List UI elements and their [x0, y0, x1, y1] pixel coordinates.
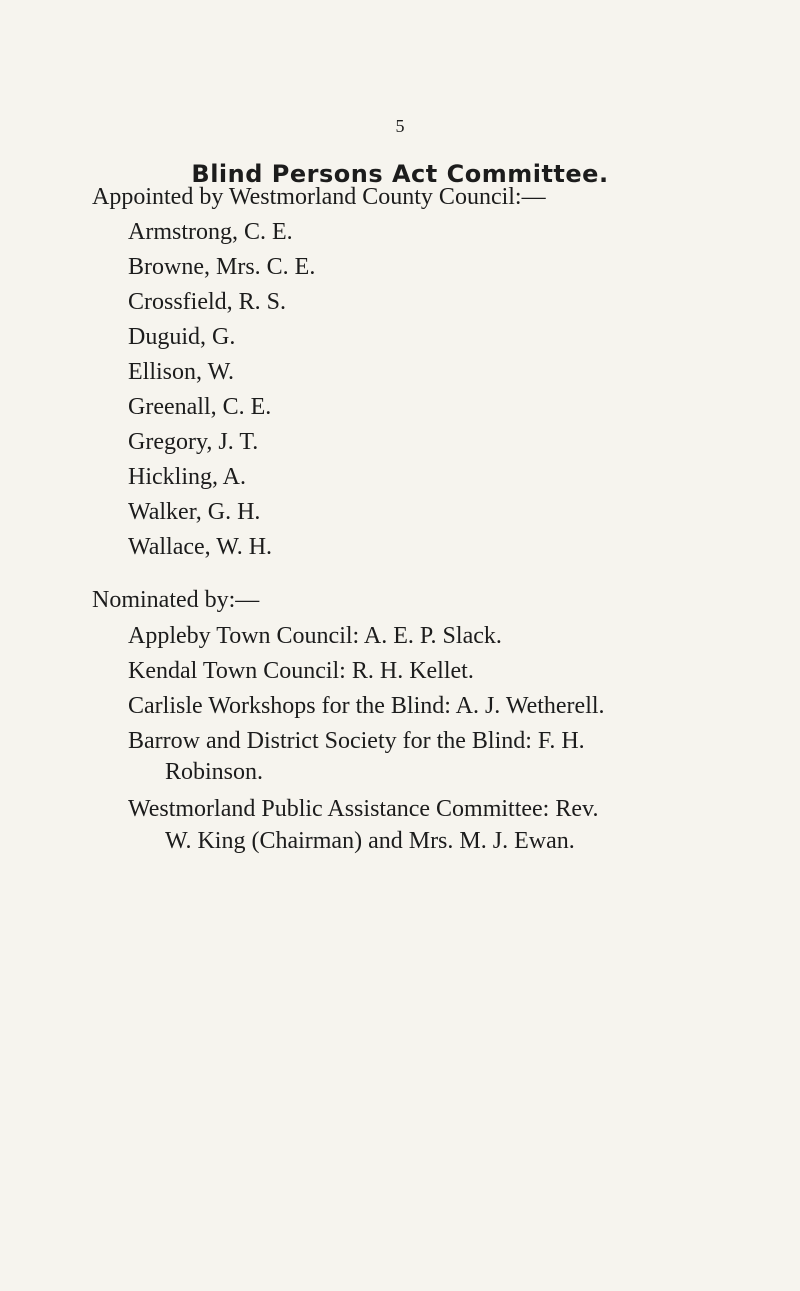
- member-item: Crossfield, R. S.: [128, 289, 287, 315]
- member-item: Duguid, G.: [128, 324, 236, 350]
- member-item: Walker, G. H.: [128, 499, 261, 525]
- member-item: Browne, Mrs. C. E.: [128, 254, 316, 280]
- nominated-line: Robinson.: [165, 759, 264, 785]
- member-item: Greenall, C. E.: [128, 394, 272, 420]
- appointed-label: Appointed by Westmorland County Council:—: [92, 184, 546, 210]
- nominated-line: Appleby Town Council: A. E. P. Slack.: [128, 623, 502, 649]
- nominated-line: W. King (Chairman) and Mrs. M. J. Ewan.: [165, 828, 575, 854]
- nominated-line: Barrow and District Society for the Blind: F. H.: [128, 728, 585, 754]
- page-number: 5: [395, 116, 405, 136]
- member-item: Wallace, W. H.: [128, 534, 273, 560]
- member-item: Gregory, J. T.: [128, 429, 259, 455]
- committee-heading: Blind Persons Act Committee.: [191, 160, 609, 188]
- nominated-line: Kendal Town Council: R. H. Kellet.: [128, 658, 474, 684]
- member-item: Hickling, A.: [128, 464, 246, 490]
- nominated-line: Westmorland Public Assistance Committee: Rev.: [128, 796, 599, 822]
- member-item: Armstrong, C. E.: [128, 219, 293, 245]
- nominated-line: Carlisle Workshops for the Blind: A. J. Wetherell.: [128, 693, 605, 719]
- nominated-label: Nominated by:—: [92, 587, 260, 613]
- member-item: Ellison, W.: [128, 359, 235, 385]
